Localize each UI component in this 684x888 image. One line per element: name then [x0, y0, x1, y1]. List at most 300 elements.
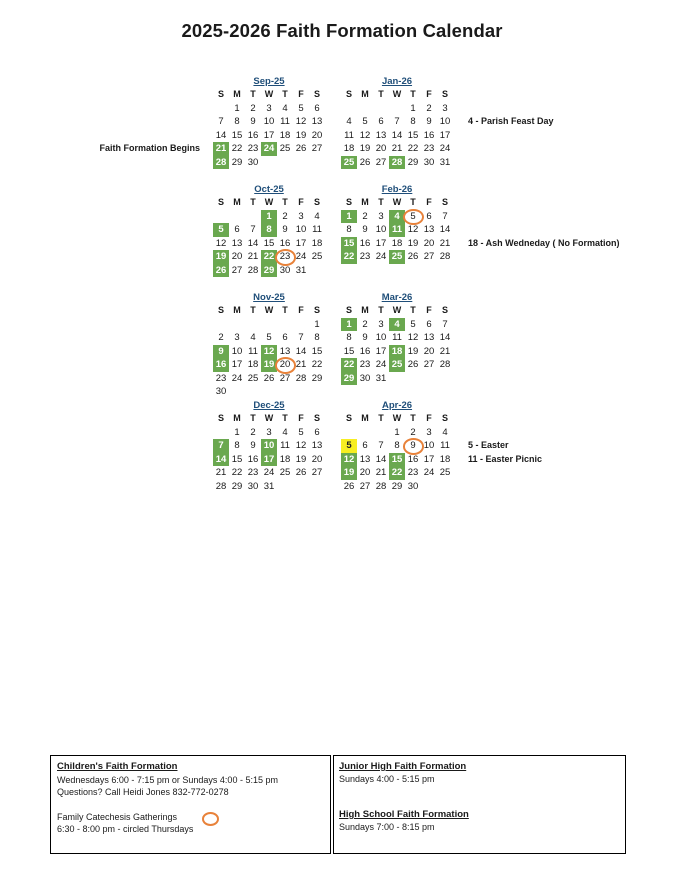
weekday-header: T [378, 305, 384, 315]
empty-cell [357, 102, 373, 116]
weekday-header: F [298, 413, 304, 423]
note-easter-picnic: 11 - Easter Picnic [468, 454, 543, 464]
day-cell: 25 [311, 251, 323, 262]
day-cell: 12 [295, 116, 307, 127]
day-cell: 7 [394, 116, 400, 127]
day-cell: 30 [247, 156, 259, 168]
day-cell: 12 [359, 129, 371, 141]
day-cell: 21 [439, 345, 451, 357]
day-cell: 15 [311, 345, 323, 357]
day-cell: 29 [391, 480, 403, 492]
day-cell: 24 [375, 251, 387, 262]
day-cell: 26 [359, 156, 371, 168]
day-cell: 26 [295, 467, 307, 478]
day-cell: 25 [279, 467, 291, 478]
day-cell: 10 [423, 440, 435, 451]
weekday-header: S [441, 197, 448, 207]
day-cell: 5 [266, 332, 272, 343]
day-cell: 29 [261, 264, 277, 278]
day-cell: 5 [362, 116, 368, 127]
day-cell: 17 [375, 237, 387, 249]
month-jan-26 [341, 75, 453, 169]
day-cell: 5 [410, 318, 416, 330]
weekday-header: T [282, 305, 288, 315]
weekday-header: S [441, 305, 448, 315]
day-cell: 8 [394, 440, 400, 451]
day-cell: 19 [359, 143, 371, 154]
day-cell: 24 [439, 143, 451, 154]
day-cell: 30 [423, 156, 435, 168]
day-cell: 20 [231, 251, 243, 262]
note-faith-formation-begins: Faith Formation Begins [99, 143, 200, 153]
note-parish-feast-day: 4 - Parish Feast Day [468, 116, 554, 126]
day-cell: 19 [407, 237, 419, 249]
day-cell: 10 [375, 332, 387, 343]
day-cell: 6 [314, 102, 320, 114]
day-cell: 3 [426, 426, 432, 438]
weekday-header: T [282, 89, 288, 99]
day-cell: 20 [359, 467, 371, 478]
day-cell: 24 [295, 251, 307, 262]
weekday-header: T [250, 89, 256, 99]
empty-cell [229, 210, 245, 224]
weekday-header: M [361, 413, 369, 423]
day-cell: 29 [231, 156, 243, 168]
circle-legend-icon [202, 812, 219, 826]
weekday-header: S [313, 197, 320, 207]
day-cell: 1 [394, 426, 400, 438]
day-cell: 7 [442, 210, 448, 222]
day-cell: 6 [234, 224, 240, 235]
day-cell: 26 [213, 264, 229, 278]
day-cell: 4 [346, 116, 352, 127]
day-cell: 18 [279, 453, 291, 465]
day-cell: 30 [215, 386, 227, 397]
weekday-header: S [345, 89, 352, 99]
day-cell: 6 [378, 116, 384, 127]
day-cell: 8 [261, 223, 277, 237]
day-cell: 31 [295, 264, 307, 276]
day-cell: 24 [231, 372, 243, 384]
day-cell: 25 [341, 156, 357, 170]
day-cell: 23 [407, 467, 419, 478]
weekday-header: T [250, 197, 256, 207]
day-cell: 23 [359, 251, 371, 262]
empty-cell [277, 318, 293, 332]
empty-cell [341, 102, 357, 116]
weekday-header: W [392, 413, 402, 423]
day-cell: 10 [295, 224, 307, 235]
day-cell: 13 [311, 116, 323, 127]
day-cell: 8 [234, 440, 240, 451]
empty-cell [245, 318, 261, 332]
weekday-header: T [378, 413, 384, 423]
day-cell: 28 [295, 372, 307, 384]
day-cell: 8 [346, 224, 352, 235]
day-cell: 9 [426, 116, 432, 127]
day-cell: 18 [439, 453, 451, 465]
day-cell: 6 [282, 332, 288, 343]
weekday-header: S [441, 413, 448, 423]
day-cell: 29 [407, 156, 419, 168]
empty-cell [245, 210, 261, 224]
day-cell: 23 [247, 467, 259, 478]
month-sep-25 [213, 75, 325, 169]
day-cell: 8 [234, 116, 240, 127]
day-cell: 15 [407, 129, 419, 141]
day-cell: 14 [213, 453, 229, 467]
day-cell: 17 [295, 237, 307, 249]
day-cell: 25 [279, 143, 291, 154]
day-cell: 28 [215, 480, 227, 492]
day-cell: 11 [280, 440, 290, 451]
day-cell: 17 [231, 359, 243, 370]
day-cell: 27 [375, 156, 387, 168]
day-cell: 23 [247, 143, 259, 154]
month-name: Sep-25 [253, 76, 285, 87]
day-cell: 15 [231, 453, 243, 465]
weekday-header: F [426, 197, 432, 207]
weekday-header: T [378, 197, 384, 207]
day-cell: 7 [442, 318, 448, 330]
day-cell: 3 [298, 210, 304, 222]
day-cell: 26 [343, 480, 355, 492]
day-cell: 22 [341, 358, 357, 372]
empty-cell [373, 426, 389, 440]
day-cell: 2 [426, 102, 432, 114]
day-cell: 7 [218, 116, 224, 127]
day-cell: 10 [375, 224, 387, 235]
weekday-header: S [313, 413, 320, 423]
weekday-header: M [233, 413, 241, 423]
day-cell: 9 [405, 439, 421, 453]
day-cell: 8 [314, 332, 320, 343]
day-cell: 24 [375, 359, 387, 370]
day-cell: 5 [341, 439, 357, 453]
weekday-header: S [313, 89, 320, 99]
day-cell: 3 [266, 426, 272, 438]
day-cell: 28 [439, 251, 451, 262]
day-cell: 18 [247, 359, 259, 370]
day-cell: 21 [439, 237, 451, 249]
day-cell: 30 [359, 372, 371, 384]
day-cell: 19 [261, 358, 277, 372]
day-cell: 8 [410, 116, 416, 127]
weekday-header: W [264, 305, 274, 315]
day-cell: 24 [423, 467, 435, 478]
empty-cell [373, 102, 389, 116]
day-cell: 15 [389, 453, 405, 467]
day-cell: 3 [234, 332, 240, 343]
day-cell: 27 [279, 372, 291, 384]
day-cell: 24 [263, 467, 275, 478]
day-cell: 7 [250, 224, 256, 235]
day-cell: 19 [295, 129, 307, 141]
children-info-box [50, 755, 331, 854]
day-cell: 31 [263, 480, 275, 492]
day-cell: 15 [341, 237, 357, 251]
day-cell: 20 [277, 358, 293, 372]
month-name: Mar-26 [381, 292, 413, 303]
day-cell: 10 [263, 116, 275, 127]
day-cell: 11 [389, 223, 405, 237]
weekday-header: T [378, 89, 384, 99]
page-title: 2025-2026 Faith Formation Calendar [181, 20, 503, 41]
day-cell: 1 [234, 426, 240, 438]
empty-cell [213, 102, 229, 116]
children-schedule: Wednesdays 6:00 - 7:15 pm or Sundays 4:00 - 5:15 pm [57, 775, 278, 785]
day-cell: 16 [423, 129, 435, 141]
day-cell: 20 [311, 129, 323, 141]
day-cell: 16 [359, 237, 371, 249]
day-cell: 20 [423, 345, 435, 357]
day-cell: 26 [263, 372, 275, 384]
day-cell: 13 [375, 129, 387, 141]
day-cell: 15 [343, 345, 355, 357]
day-cell: 1 [314, 318, 320, 330]
day-cell: 9 [362, 332, 368, 343]
weekday-header: S [345, 413, 352, 423]
day-cell: 16 [279, 237, 291, 249]
day-cell: 5 [405, 210, 421, 224]
day-cell: 20 [311, 453, 323, 465]
day-cell: 12 [261, 345, 277, 359]
day-cell: 4 [282, 426, 288, 438]
weekday-header: T [250, 413, 256, 423]
day-cell: 20 [375, 143, 387, 154]
day-cell: 21 [215, 467, 227, 478]
empty-cell [229, 318, 245, 332]
day-cell: 2 [250, 426, 256, 438]
day-cell: 18 [343, 143, 355, 154]
day-cell: 3 [266, 102, 272, 114]
day-cell: 6 [426, 318, 432, 330]
day-cell: 23 [215, 372, 227, 384]
weekday-header: T [410, 89, 416, 99]
day-cell: 1 [261, 210, 277, 224]
day-cell: 9 [250, 440, 256, 451]
month-name: Nov-25 [253, 292, 285, 303]
empty-cell [341, 426, 357, 440]
month-name: Oct-25 [254, 184, 284, 195]
day-cell: 28 [213, 156, 229, 170]
day-cell: 4 [250, 332, 256, 343]
day-cell: 13 [279, 345, 291, 357]
day-cell: 4 [389, 210, 405, 224]
month-name: Dec-25 [253, 400, 285, 411]
high-school-heading: High School Faith Formation [339, 809, 469, 820]
day-cell: 26 [407, 251, 419, 262]
day-cell: 3 [378, 210, 384, 222]
weekday-header: S [217, 197, 224, 207]
children-heading: Children's Faith Formation [57, 761, 178, 772]
day-cell: 14 [247, 237, 259, 249]
month-name: Apr-26 [381, 400, 413, 411]
day-cell: 18 [311, 237, 323, 249]
day-cell: 3 [378, 318, 384, 330]
month-oct-25 [213, 183, 325, 277]
day-cell: 11 [312, 224, 322, 235]
weekday-header: F [298, 305, 304, 315]
day-cell: 14 [391, 129, 403, 141]
day-cell: 16 [407, 453, 419, 465]
day-cell: 23 [423, 143, 435, 154]
day-cell: 23 [359, 359, 371, 370]
day-cell: 6 [362, 440, 368, 451]
day-cell: 25 [389, 358, 405, 372]
note-easter: 5 - Easter [468, 440, 509, 450]
day-cell: 27 [311, 143, 323, 154]
day-cell: 12 [407, 332, 419, 343]
day-cell: 18 [389, 345, 405, 359]
day-cell: 25 [247, 372, 259, 384]
weekday-header: T [410, 197, 416, 207]
empty-cell [357, 426, 373, 440]
day-cell: 2 [410, 426, 416, 438]
day-cell: 21 [247, 251, 259, 262]
weekday-header: F [426, 305, 432, 315]
day-cell: 10 [231, 345, 243, 357]
day-cell: 17 [263, 129, 275, 141]
day-cell: 25 [439, 467, 451, 478]
day-cell: 13 [423, 224, 435, 235]
day-cell: 4 [442, 426, 448, 438]
day-cell: 2 [218, 332, 224, 343]
junior-high-time: Sundays 4:00 - 5:15 pm [339, 774, 435, 784]
day-cell: 3 [442, 102, 448, 114]
day-cell: 6 [314, 426, 320, 438]
day-cell: 20 [423, 237, 435, 249]
day-cell: 5 [213, 223, 229, 237]
day-cell: 16 [247, 129, 259, 141]
day-cell: 1 [341, 318, 357, 332]
weekday-header: W [392, 305, 402, 315]
weekday-header: F [298, 89, 304, 99]
weekday-header: T [282, 413, 288, 423]
day-cell: 2 [362, 318, 368, 330]
day-cell: 13 [359, 453, 371, 465]
weekday-header: M [361, 89, 369, 99]
high-school-time: Sundays 7:00 - 8:15 pm [339, 822, 435, 832]
day-cell: 19 [213, 250, 229, 264]
day-cell: 22 [341, 250, 357, 264]
day-cell: 11 [280, 116, 290, 127]
day-cell: 11 [248, 345, 258, 357]
weekday-header: W [392, 89, 402, 99]
day-cell: 1 [234, 102, 240, 114]
day-cell: 5 [298, 102, 304, 114]
day-cell: 28 [375, 480, 387, 492]
day-cell: 21 [375, 467, 387, 478]
day-cell: 4 [314, 210, 320, 222]
junior-high-heading: Junior High Faith Formation [339, 761, 467, 772]
day-cell: 26 [295, 143, 307, 154]
day-cell: 11 [440, 440, 450, 451]
day-cell: 2 [282, 210, 288, 222]
day-cell: 12 [215, 237, 227, 249]
month-feb-26 [341, 183, 453, 264]
family-catechesis-time: 6:30 - 8:00 pm - circled Thursdays [57, 824, 194, 834]
day-cell: 21 [213, 142, 229, 156]
empty-cell [293, 318, 309, 332]
day-cell: 13 [311, 440, 323, 451]
day-cell: 9 [282, 224, 288, 235]
empty-cell [213, 426, 229, 440]
month-name: Jan-26 [381, 76, 413, 87]
day-cell: 11 [392, 332, 402, 343]
day-cell: 9 [362, 224, 368, 235]
day-cell: 11 [344, 129, 354, 141]
day-cell: 28 [389, 156, 405, 170]
day-cell: 16 [213, 358, 229, 372]
day-cell: 21 [295, 359, 307, 370]
weekday-header: W [264, 197, 274, 207]
weekday-header: S [441, 89, 448, 99]
day-cell: 29 [311, 372, 323, 384]
day-cell: 2 [362, 210, 368, 222]
day-cell: 19 [295, 453, 307, 465]
day-cell: 28 [439, 359, 451, 370]
day-cell: 25 [389, 250, 405, 264]
day-cell: 27 [311, 467, 323, 478]
weekday-header: T [282, 197, 288, 207]
weekday-header: S [345, 305, 352, 315]
children-contact: Questions? Call Heidi Jones 832-772-0278 [57, 787, 229, 797]
weekday-header: W [264, 89, 274, 99]
day-cell: 1 [341, 210, 357, 224]
day-cell: 13 [231, 237, 243, 249]
weekday-header: M [233, 197, 241, 207]
day-cell: 29 [341, 372, 357, 386]
note-ash-wednesday: 18 - Ash Wedneday ( No Formation) [468, 238, 620, 248]
day-cell: 9 [213, 345, 229, 359]
day-cell: 31 [375, 372, 387, 384]
day-cell: 24 [261, 142, 277, 156]
day-cell: 10 [261, 439, 277, 453]
day-cell: 12 [295, 440, 307, 451]
weekday-header: W [392, 197, 402, 207]
family-catechesis-title: Family Catechesis Gatherings [57, 812, 178, 822]
day-cell: 27 [231, 264, 243, 276]
day-cell: 26 [407, 359, 419, 370]
day-cell: 17 [423, 453, 435, 465]
day-cell: 16 [359, 345, 371, 357]
day-cell: 30 [407, 480, 419, 492]
day-cell: 14 [295, 345, 307, 357]
weekday-header: T [410, 413, 416, 423]
weekday-header: W [264, 413, 274, 423]
weekday-header: S [217, 89, 224, 99]
weekday-header: S [345, 197, 352, 207]
day-cell: 2 [250, 102, 256, 114]
day-cell: 12 [407, 224, 419, 235]
day-cell: 6 [426, 210, 432, 222]
day-cell: 18 [279, 129, 291, 141]
day-cell: 22 [231, 467, 243, 478]
day-cell: 4 [389, 318, 405, 332]
empty-cell [213, 318, 229, 332]
day-cell: 7 [378, 440, 384, 451]
day-cell: 21 [391, 143, 403, 154]
day-cell: 22 [389, 466, 405, 480]
day-cell: 27 [423, 251, 435, 262]
day-cell: 4 [282, 102, 288, 114]
day-cell: 14 [439, 224, 451, 235]
empty-cell [261, 318, 277, 332]
weekday-header: S [217, 413, 224, 423]
day-cell: 12 [341, 453, 357, 467]
empty-cell [213, 210, 229, 224]
